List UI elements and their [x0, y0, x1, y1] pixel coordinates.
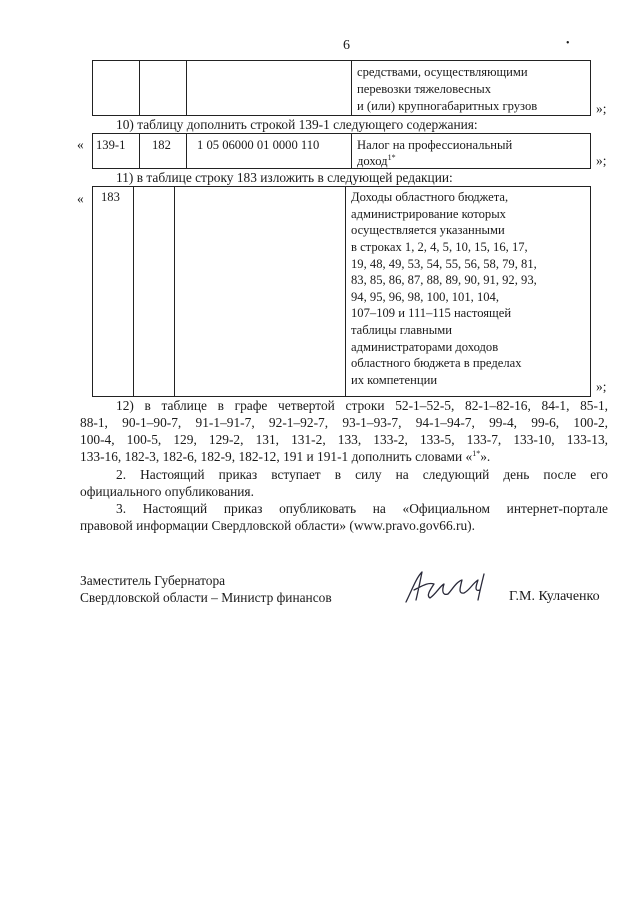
opening-quote: « — [77, 191, 84, 206]
table3-name-line: администрирование которых — [351, 207, 506, 221]
item-12-last-text: 133-16, 182-3, 182-6, 182-9, 182-12, 191 и 191-1 дополнить словами « — [80, 449, 473, 464]
signer-position-line: Заместитель Губернатора — [80, 573, 226, 588]
table3-name-line: 107–109 и 111–115 настоящей — [351, 306, 512, 320]
item-2-line: официального опубликования. — [80, 484, 254, 499]
signer-name: Г.М. Кулаченко — [509, 589, 600, 604]
opening-quote: « — [77, 137, 84, 152]
table3-name-line: Доходы областного бюджета, — [351, 190, 509, 204]
table3-name-line: администраторами доходов — [351, 340, 499, 354]
table1-cell-1 — [92, 60, 140, 116]
footnote-mark: 1* — [387, 153, 396, 162]
item-12-last-line — [80, 449, 490, 465]
item-3-line: 3. Настоящий приказ опубликовать на «Официальном интернет-портале — [116, 501, 608, 516]
item-3-line: правовой информации Свердловской области» (www.pravo.gov66.ru). — [80, 518, 475, 533]
page-number: 6 — [343, 38, 350, 53]
footnote-mark: 1* — [472, 449, 481, 458]
table3-cell-admin — [133, 186, 175, 397]
table3-name-line: 94, 95, 96, 98, 100, 101, 104, — [351, 290, 499, 304]
item-12-last-end: ». — [480, 449, 491, 464]
table3-num: 183 — [101, 190, 120, 204]
item-12-line: 12) в таблице в графе четвертой строки 52-1–52-5, 82-1–82-16, 84-1, 85-1, — [116, 398, 608, 413]
table3-name-line: в строках 1, 2, 4, 5, 10, 15, 16, 17, — [351, 240, 528, 254]
table2-code: 1 05 06000 01 0000 110 — [197, 138, 320, 152]
closing-quote: »; — [596, 153, 607, 168]
item-12-line: 88-1, 90-1–90-7, 91-1–91-7, 92-1–92-7, 93-1–93-7, 94-1–94-7, 99-4, 99-6, 100-2, — [80, 415, 608, 430]
closing-quote: »; — [596, 101, 607, 116]
item-12-line: 100-4, 100-5, 129, 129-2, 131, 131-2, 133, 133-2, 133-5, 133-7, 133-10, 133-13, — [80, 432, 608, 447]
table3-name-line: 83, 85, 86, 87, 88, 89, 90, 91, 92, 93, — [351, 273, 537, 287]
closing-quote: »; — [596, 379, 607, 394]
corner-mark: • — [566, 38, 570, 49]
table3-cell-num — [92, 186, 134, 397]
table2-name-text: доход — [357, 154, 388, 168]
signer-position-line: Свердловской области – Министр финансов — [80, 590, 332, 605]
table2-admin: 182 — [152, 138, 171, 152]
handwritten-signature — [400, 560, 510, 610]
item-2-line: 2. Настоящий приказ вступает в силу на следующий день после его — [116, 467, 608, 482]
table3-cell-code — [174, 186, 346, 397]
table1-name-line: и (или) крупногабаритных грузов — [357, 99, 538, 113]
table1-cell-3 — [186, 60, 352, 116]
table2-num: 139-1 — [96, 138, 126, 152]
item-11: 11) в таблице строку 183 изложить в следующей редакции: — [116, 170, 453, 185]
table2-name-line — [357, 153, 396, 169]
table1-name-line: средствами, осуществляющими — [357, 65, 528, 79]
item-10: 10) таблицу дополнить строкой 139-1 следующего содержания: — [116, 117, 478, 132]
table3-name-line: их компетенции — [351, 373, 438, 387]
table3-name-line: 19, 48, 49, 53, 54, 55, 56, 58, 79, 81, — [351, 257, 537, 271]
table3-name-line: осуществляется указанными — [351, 223, 505, 237]
table1-cell-2 — [139, 60, 187, 116]
table1-name-line: перевозки тяжеловесных — [357, 82, 492, 96]
table2-name-line: Налог на профессиональный — [357, 138, 513, 152]
table3-name-line: областного бюджета в пределах — [351, 356, 522, 370]
table3-name-line: таблицы главными — [351, 323, 452, 337]
